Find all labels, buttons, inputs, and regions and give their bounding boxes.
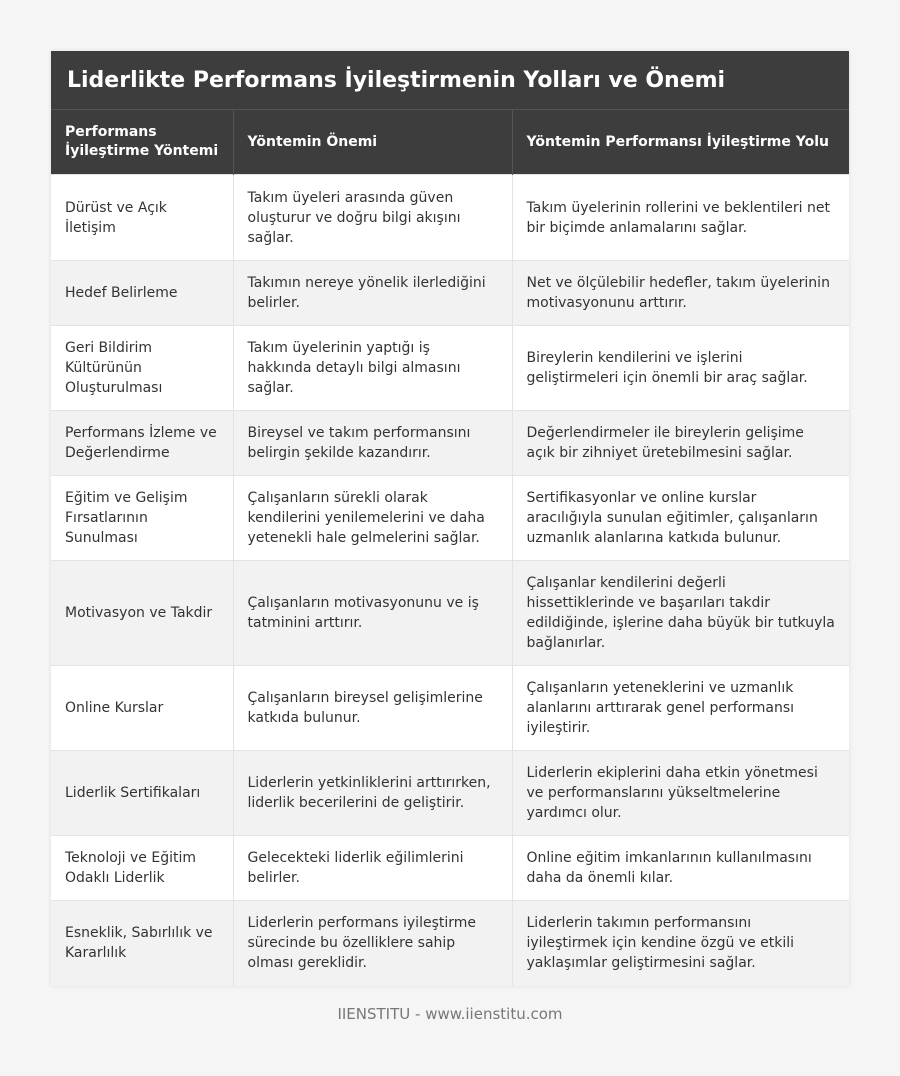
cell-way: Bireylerin kendilerini ve işlerini geliştirmeleri için önemli bir araç sağlar. xyxy=(512,326,849,411)
cell-importance: Gelecekteki liderlik eğilimlerini belirler. xyxy=(233,836,512,901)
cell-method: Dürüst ve Açık İletişim xyxy=(51,175,233,261)
table-row xyxy=(51,411,849,476)
cell-importance: Çalışanların motivasyonunu ve iş tatminini arttırır. xyxy=(233,561,512,666)
table-row xyxy=(51,836,849,901)
methods-table xyxy=(51,109,849,986)
cell-way: Çalışanların yeteneklerini ve uzmanlık alanlarını arttırarak genel performansı iyileştirir. xyxy=(512,666,849,751)
table-row xyxy=(51,561,849,666)
cell-method: Online Kurslar xyxy=(51,666,233,751)
cell-importance: Takımın nereye yönelik ilerlediğini belirler. xyxy=(233,261,512,326)
cell-importance: Çalışanların bireysel gelişimlerine katkıda bulunur. xyxy=(233,666,512,751)
cell-method: Performans İzleme ve Değerlendirme xyxy=(51,411,233,476)
cell-way: Liderlerin takımın performansını iyileştirmek için kendine özgü ve etkili yaklaşımlar geliştirmesini sağlar. xyxy=(512,901,849,986)
footer-credit: IIENSTITU - www.iienstitu.com xyxy=(337,1005,563,1023)
cell-importance: Çalışanların sürekli olarak kendilerini yenilemelerini ve daha yetenekli hale gelmelerini sağlar. xyxy=(233,476,512,561)
cell-method: Teknoloji ve Eğitim Odaklı Liderlik xyxy=(51,836,233,901)
column-header-importance: Yöntemin Önemi xyxy=(233,110,512,175)
cell-method: Esneklik, Sabırlılık ve Kararlılık xyxy=(51,901,233,986)
table-row xyxy=(51,261,849,326)
table-row xyxy=(51,901,849,986)
cell-way: Sertifikasyonlar ve online kurslar aracılığıyla sunulan eğitimler, çalışanların uzmanlık alanlarına katkıda bulunur. xyxy=(512,476,849,561)
cell-importance: Takım üyeleri arasında güven oluşturur ve doğru bilgi akışını sağlar. xyxy=(233,175,512,261)
cell-method: Eğitim ve Gelişim Fırsatlarının Sunulması xyxy=(51,476,233,561)
cell-method: Liderlik Sertifikaları xyxy=(51,751,233,836)
cell-importance: Takım üyelerinin yaptığı iş hakkında detaylı bilgi almasını sağlar. xyxy=(233,326,512,411)
column-header-method: Performans İyileştirme Yöntemi xyxy=(51,110,233,175)
cell-importance: Liderlerin performans iyileştirme sürecinde bu özelliklere sahip olması gereklidir. xyxy=(233,901,512,986)
table-header-row xyxy=(51,110,849,175)
cell-way: Değerlendirmeler ile bireylerin gelişime açık bir zihniyet üretebilmesini sağlar. xyxy=(512,411,849,476)
table-row xyxy=(51,476,849,561)
table-row xyxy=(51,666,849,751)
cell-way: Çalışanlar kendilerini değerli hissettiklerinde ve başarıları takdir edildiğinde, işlerine daha büyük bir tutkuyla bağlanırlar. xyxy=(512,561,849,666)
cell-way: Net ve ölçülebilir hedefler, takım üyelerinin motivasyonunu arttırır. xyxy=(512,261,849,326)
cell-way: Online eğitim imkanlarının kullanılmasını daha da önemli kılar. xyxy=(512,836,849,901)
cell-method: Hedef Belirleme xyxy=(51,261,233,326)
cell-way: Takım üyelerinin rollerini ve beklentileri net bir biçimde anlamalarını sağlar. xyxy=(512,175,849,261)
cell-importance: Liderlerin yetkinliklerini arttırırken, liderlik becerilerini de geliştirir. xyxy=(233,751,512,836)
cell-method: Geri Bildirim Kültürünün Oluşturulması xyxy=(51,326,233,411)
cell-importance: Bireysel ve takım performansını belirgin şekilde kazandırır. xyxy=(233,411,512,476)
cell-method: Motivasyon ve Takdir xyxy=(51,561,233,666)
table-row xyxy=(51,326,849,411)
table-row xyxy=(51,175,849,261)
table-title: Liderlikte Performans İyileştirmenin Yolları ve Önemi xyxy=(51,51,849,109)
column-header-way: Yöntemin Performansı İyileştirme Yolu xyxy=(512,110,849,175)
table-card xyxy=(51,51,849,986)
cell-way: Liderlerin ekiplerini daha etkin yönetmesi ve performanslarını yükseltmelerine yardımcı olur. xyxy=(512,751,849,836)
table-row xyxy=(51,751,849,836)
